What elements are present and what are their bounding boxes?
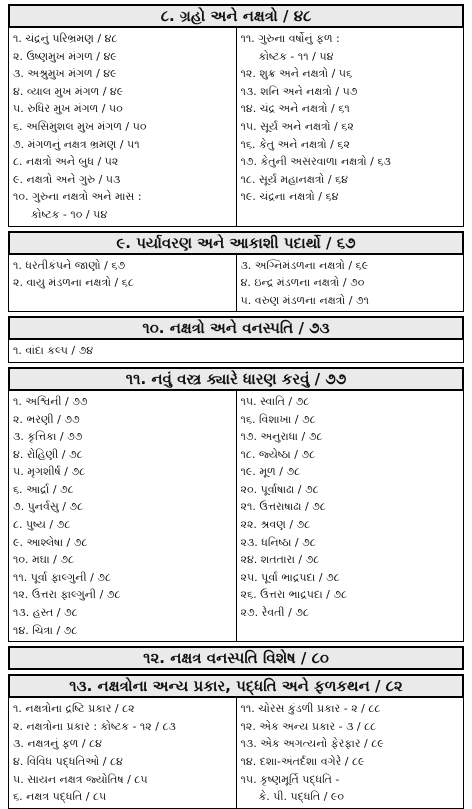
right-column (237, 255, 464, 312)
toc-entry: ૫. સાયન નક્ષત્ર જ્યોતિષ / ૮૫ (13, 772, 148, 786)
section-body-11 (8, 391, 464, 642)
section-body-13 (8, 698, 464, 809)
toc-entry: ૧૫. કૃષ્ણમૂર્તિ પદ્ધતિ - (240, 772, 340, 786)
section-header-8 (8, 4, 464, 28)
section-title: ૧૦. નક્ષત્રો અને વનસ્પતિ / ૭૩ (142, 319, 330, 338)
toc-entry: ૩. અગ્નિમંડળના નક્ષત્રો / ૬૯ (240, 258, 369, 272)
toc-entry-continuation: કોષ્ટક - ૧૧ / ૫૪ (258, 49, 334, 63)
toc-entry: ૨૧. ઉત્તરાષાઢા / ૭૮ (240, 500, 326, 514)
toc-entry: ૧૩. શનિ અને નક્ષત્રો / ૫૭ (240, 84, 358, 98)
left-column (9, 698, 237, 808)
toc-entry: ૨. વાયુ મંડળના નક્ષત્રો / ૬૮ (13, 276, 134, 290)
toc-entry: ૧. અશ્વિની / ૭૭ (13, 394, 88, 408)
toc-entry: ૧૪. દશા-અંતર્દશા વગેરે / ૮૯ (240, 755, 365, 768)
toc-entry: ૨૬. ઉત્તરા ભાદ્રપદા / ૭૮ (240, 588, 348, 602)
toc-entry: ૧. વાંદા કલ્પ / ૭૪ (13, 344, 94, 358)
toc-entry: ૧૭. અનુરાધા / ૭૮ (240, 430, 323, 444)
toc-entry: ૧૬. કેતુ અને નક્ષત્રો / ૬૨ (240, 137, 350, 151)
toc-entry: ૨૭. રેવતી / ૭૮ (240, 606, 309, 620)
toc-entry: ૧૦. ગુરુના નક્ષત્રો અને માસ : (13, 190, 142, 204)
toc-entry: ૧૮. જ્યેષ્ઠા / ૭૮ (240, 447, 316, 461)
toc-entry: ૧. ચંદ્રનું પરિભ્રમણ / ૪૮ (13, 32, 118, 45)
section-header-10 (8, 316, 464, 340)
section-body-10 (8, 340, 464, 363)
toc-entry: ૧. ધરતીકંપને જાણો / ૬૭ (13, 258, 126, 272)
toc-entry: ૧૨. ઉત્તરા ફાલ્ગુની / ૭૮ (13, 588, 121, 602)
toc-entry-continuation: કે. પી. પદ્ધતિ / ૯૦ (258, 790, 345, 804)
toc-entry: ૧૮. સૂર્ય મહાનક્ષત્રો / ૬૪ (240, 172, 349, 186)
toc-entry: ૬. નક્ષત્ર પદ્ધતિ / ૮૫ (13, 790, 107, 804)
toc-entry: ૧૫. સ્વાતિ / ૭૮ (240, 394, 310, 408)
single-column (9, 340, 463, 362)
toc-entry: ૧૪. ચંદ્ર અને નક્ષત્રો / ૬૧ (240, 102, 350, 116)
section-body-8 (8, 28, 464, 227)
toc-entry: ૧૫. સૂર્ય અને નક્ષત્રો / ૬૨ (240, 119, 354, 133)
section-header-13 (8, 674, 464, 698)
toc-entry: ૨. ભરણી / ૭૭ (13, 412, 80, 426)
toc-entry: ૧૯. ચંદ્રના નક્ષત્રો / ૬૪ (240, 190, 339, 204)
toc-entry: ૩. અશ્રુમુખ મંગળ / ૪૯ (13, 67, 117, 81)
toc-entry: ૧૪. ચિત્રા / ૭૮ (13, 623, 78, 637)
toc-entry: ૨. નક્ષત્રોના પ્રકાર : કોષ્ટક - ૧૨ / ૮૩ (13, 719, 176, 733)
toc-entry: ૫. મૃગશીર્ષ / ૭૮ (13, 465, 86, 479)
toc-entry: ૪. ઇન્દ્ર મંડળના નક્ષત્રો / ૭૦ (240, 276, 365, 290)
toc-entry: ૧૩. હસ્ત / ૭૮ (13, 606, 78, 620)
toc-entry: ૨૨. શ્રવણ / ૭૮ (240, 518, 311, 532)
toc-entry: ૧૨. એક અન્ય પ્રકાર - ૩ / ૮૮ (240, 719, 377, 733)
section-title: ૧૨. નક્ષત્ર વનસ્પતિ વિશેષ / ૮૦ (143, 649, 329, 668)
toc-entry: ૭. મંગળનું નક્ષત્ર ભ્રમણ / ૫૧ (13, 137, 140, 151)
toc-entry: ૧૬. વિશાખા / ૭૮ (240, 412, 316, 426)
section-header-12 (8, 646, 464, 670)
toc-entry: ૨૪. શતતારા / ૭૮ (240, 553, 320, 567)
toc-entry-continuation: કોષ્ટક - ૧૦ / ૫૪ (31, 207, 108, 221)
toc-entry: ૨૩. ધનિષ્ઠા / ૭૮ (240, 535, 316, 549)
left-column (9, 255, 237, 312)
toc-entry: ૧૧. ચોરસ કુંડળી પ્રકાર - ૨ / ૮૮ (240, 702, 381, 716)
toc-entry: ૨૫. પૂર્વા ભાદ્રપદા / ૭૮ (240, 570, 340, 584)
toc-entry: ૯. નક્ષત્રો અને ગુરુ / ૫૩ (13, 172, 121, 186)
section-title: ૯. પર્યાવરણ અને આકાશી પદાર્થો / ૬૭ (116, 233, 356, 252)
section-title: ૧૧. નવું વસ્ત્ર ક્યારે ધારણ કરવું / ૭૭ (125, 369, 347, 388)
toc-entry: ૮. પુષ્ય / ૭૮ (13, 518, 71, 532)
toc-entry: ૧૧. ગુરુના વર્ષોનું ફળ : (240, 32, 340, 45)
toc-entry: ૮. નક્ષત્રો અને બુધ / ૫૨ (13, 155, 119, 169)
table-of-contents-page (0, 4, 472, 802)
toc-entry: ૧૩. એક અગત્યનો ફેરફાર / ૮૯ (240, 737, 384, 751)
toc-entry: ૨. ઉષ્ણમુખ મંગળ / ૪૯ (13, 49, 117, 63)
toc-entry: ૪. વ્યાલ મુખ મંગળ / ૪૯ (13, 84, 124, 98)
toc-entry: ૧૧. પૂર્વા ફાલ્ગુની / ૭૮ (13, 570, 111, 584)
section-header-9 (8, 231, 464, 255)
toc-entry: ૧૦. મઘા / ૭૮ (13, 553, 75, 567)
right-column (237, 698, 464, 808)
toc-entry: ૩. નક્ષત્રનું ફળ / ૮૪ (13, 737, 102, 751)
toc-entry: ૬. અસિમુશલ મુખ મંગળ / ૫૦ (13, 119, 147, 133)
toc-entry: ૭. પુનર્વસુ / ૭૮ (13, 500, 84, 514)
section-title: ૮. ગ્રહો અને નક્ષત્રો / ૪૮ (160, 7, 312, 25)
toc-entry: ૯. આશ્લેષા / ૭૮ (13, 535, 88, 549)
toc-entry: ૧૭. કેતુની અસરવાળા નક્ષત્રો / ૬૩ (240, 155, 391, 169)
section-title: ૧૩. નક્ષત્રોના અન્ય પ્રકાર, પદ્ધતિ અને ફળકથન / ૮૨ (69, 677, 403, 696)
toc-entry: ૬. આર્દ્રા / ૭૮ (13, 482, 74, 496)
toc-entry: ૧૯. મૂળ / ૭૮ (240, 465, 301, 479)
toc-entry: ૪. વિવિધ પદ્ધતિઓ / ૮૪ (13, 755, 123, 768)
toc-entry: ૨૦. પૂર્વાષાઢા / ૭૮ (240, 482, 319, 496)
right-column (237, 28, 464, 226)
right-column (237, 391, 464, 641)
toc-entry: ૫. રુધિર મુખ મંગળ / ૫૦ (13, 102, 123, 116)
section-header-11 (8, 367, 464, 391)
toc-entry: ૧. નક્ષત્રોના દ્રષ્ટિ પ્રકાર / ૮૨ (13, 702, 135, 716)
left-column (9, 28, 237, 226)
toc-entry: ૩. કૃત્તિકા / ૭૭ (13, 430, 83, 444)
toc-entry: ૧૨. શુક્ર અને નક્ષત્રો / ૫૬ (240, 67, 353, 81)
toc-entry: ૫. વરુણ મંડળના નક્ષત્રો / ૭૧ (240, 293, 369, 307)
section-body-9 (8, 255, 464, 313)
left-column (9, 391, 237, 641)
toc-entry: ૪. રોહિણી / ૭૮ (13, 447, 83, 461)
